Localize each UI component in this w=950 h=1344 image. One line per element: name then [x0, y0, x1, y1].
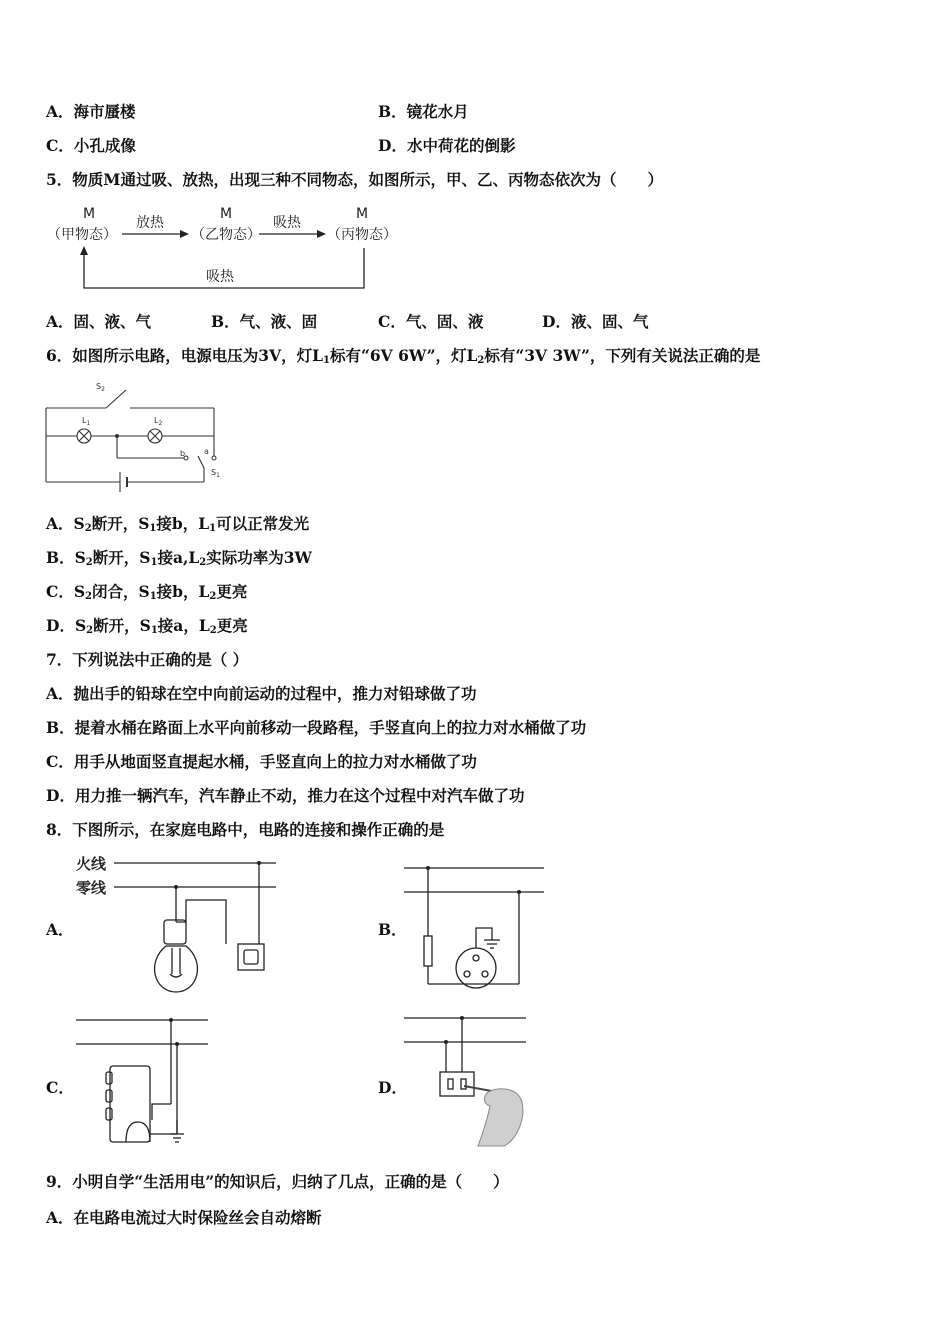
- q6-s2-switch: [106, 390, 126, 408]
- q8-label-d: D．: [378, 1078, 407, 1097]
- q5-m2: M: [219, 206, 233, 222]
- q8-label-b: B．: [378, 920, 407, 939]
- q6-stem: 6．如图所示电路，电源电压为3V，灯$L_1$标有“6V 6W”，灯$L_2$标有“3V 3W”，下列有关说法正确的是: [46, 346, 761, 366]
- q5-option-b: B．气、液、固: [211, 312, 318, 331]
- q5-option-a: A．固、液、气: [46, 312, 152, 331]
- q8-label-a: A．: [46, 920, 74, 939]
- q5-arrow2-label: 吸热: [273, 215, 301, 231]
- q8-a-lamp-socket: [164, 920, 186, 944]
- q5-m1: M: [82, 206, 96, 222]
- q5-state2: （乙物态）: [191, 227, 261, 243]
- q5-return-label: 吸热: [206, 269, 234, 285]
- q8-stem: 8．下图所示，在家庭电路中，电路的连接和操作正确的是: [46, 820, 445, 839]
- q8-figure-a: [76, 852, 276, 997]
- q5-arrow2-head: [317, 230, 326, 238]
- q6-option-b: B．$S_2$断开，$S_1$接$a,L_2$实际功率为3W: [46, 548, 312, 568]
- q5-stem: 5．物质M通过吸、放热，出现三种不同物态，如图所示，甲、乙、丙物态依次为（ ）: [46, 170, 663, 189]
- q6-s1-label: $S_1$: [211, 468, 220, 479]
- q6-option-d: D．$S_2$断开，$S_1$接a，$L_2$更亮: [46, 616, 248, 636]
- q6-option-a: A．$S_2$断开，$S_1$接b，$L_1$可以正常发光: [46, 514, 310, 534]
- q8-b-socket: [456, 948, 496, 988]
- q6-l2-label: $L_2$: [154, 416, 163, 427]
- q8-figure-b: [404, 862, 544, 992]
- q9-option-a: A．在电路电流过大时保险丝会自动熔断: [46, 1208, 322, 1227]
- q4-option-a: A．海市蜃楼: [46, 102, 136, 121]
- q5-option-d: D．液、固、气: [542, 312, 649, 331]
- q5-m3: M: [355, 206, 369, 222]
- q7-option-b: B．提着水桶在路面上水平向前移动一段路程，手竖直向上的拉力对水桶做了功: [46, 718, 587, 737]
- q8-neutral-wire-label: 零线: [76, 879, 107, 897]
- q8-c-plug: [126, 1122, 150, 1142]
- q6-circuit-diagram: [44, 380, 224, 498]
- q7-stem: 7．下列说法中正确的是（ ）: [46, 650, 249, 669]
- q4-option-b: B．镜花水月: [378, 102, 469, 121]
- q5-state-diagram: [44, 204, 404, 296]
- q5-option-c: C．气、固、液: [378, 312, 484, 331]
- q5-arrow1-head: [180, 230, 189, 238]
- q7-option-d: D．用力推一辆汽车，汽车静止不动，推力在这个过程中对汽车做了功: [46, 786, 525, 805]
- q8-c-appliance: [110, 1066, 150, 1142]
- q4-option-d: D．水中荷花的倒影: [378, 136, 516, 155]
- q5-arrow1-label: 放热: [136, 215, 164, 231]
- q6-option-c: C．$S_2$闭合，$S_1$接b，$L_2$更亮: [46, 582, 248, 602]
- q6-b-label: b: [180, 449, 186, 458]
- q8-label-c: C．: [46, 1078, 74, 1097]
- q8-d-socket: [440, 1072, 474, 1096]
- q8-live-wire-label: 火线: [76, 855, 107, 873]
- q6-l1-label: $L_1$: [82, 416, 91, 427]
- q5-state1: （甲物态）: [47, 227, 117, 243]
- q7-option-c: C．用手从地面竖直提起水桶，手竖直向上的拉力对水桶做了功: [46, 752, 477, 771]
- q5-state3: （丙物态）: [327, 227, 397, 243]
- q8-a-bulb: [155, 946, 198, 992]
- q6-a-label: a: [204, 447, 209, 456]
- q8-a-switch-box: [238, 944, 264, 970]
- q8-d-hand: [478, 1089, 523, 1146]
- q4-option-c: C．小孔成像: [46, 136, 136, 155]
- q8-b-fuse: [424, 936, 432, 966]
- q9-stem: 9．小明自学“生活用电”的知识后，归纳了几点，正确的是（ ）: [46, 1172, 509, 1191]
- q8-figure-d: [404, 1012, 529, 1150]
- q6-s1-switch: [198, 456, 204, 468]
- q5-return-head: [80, 246, 88, 255]
- q7-option-a: A．抛出手的铅球在空中向前运动的过程中，推力对铅球做了功: [46, 684, 477, 703]
- q6-s2-label: $S_2$: [96, 382, 105, 393]
- q8-figure-c: [76, 1012, 211, 1147]
